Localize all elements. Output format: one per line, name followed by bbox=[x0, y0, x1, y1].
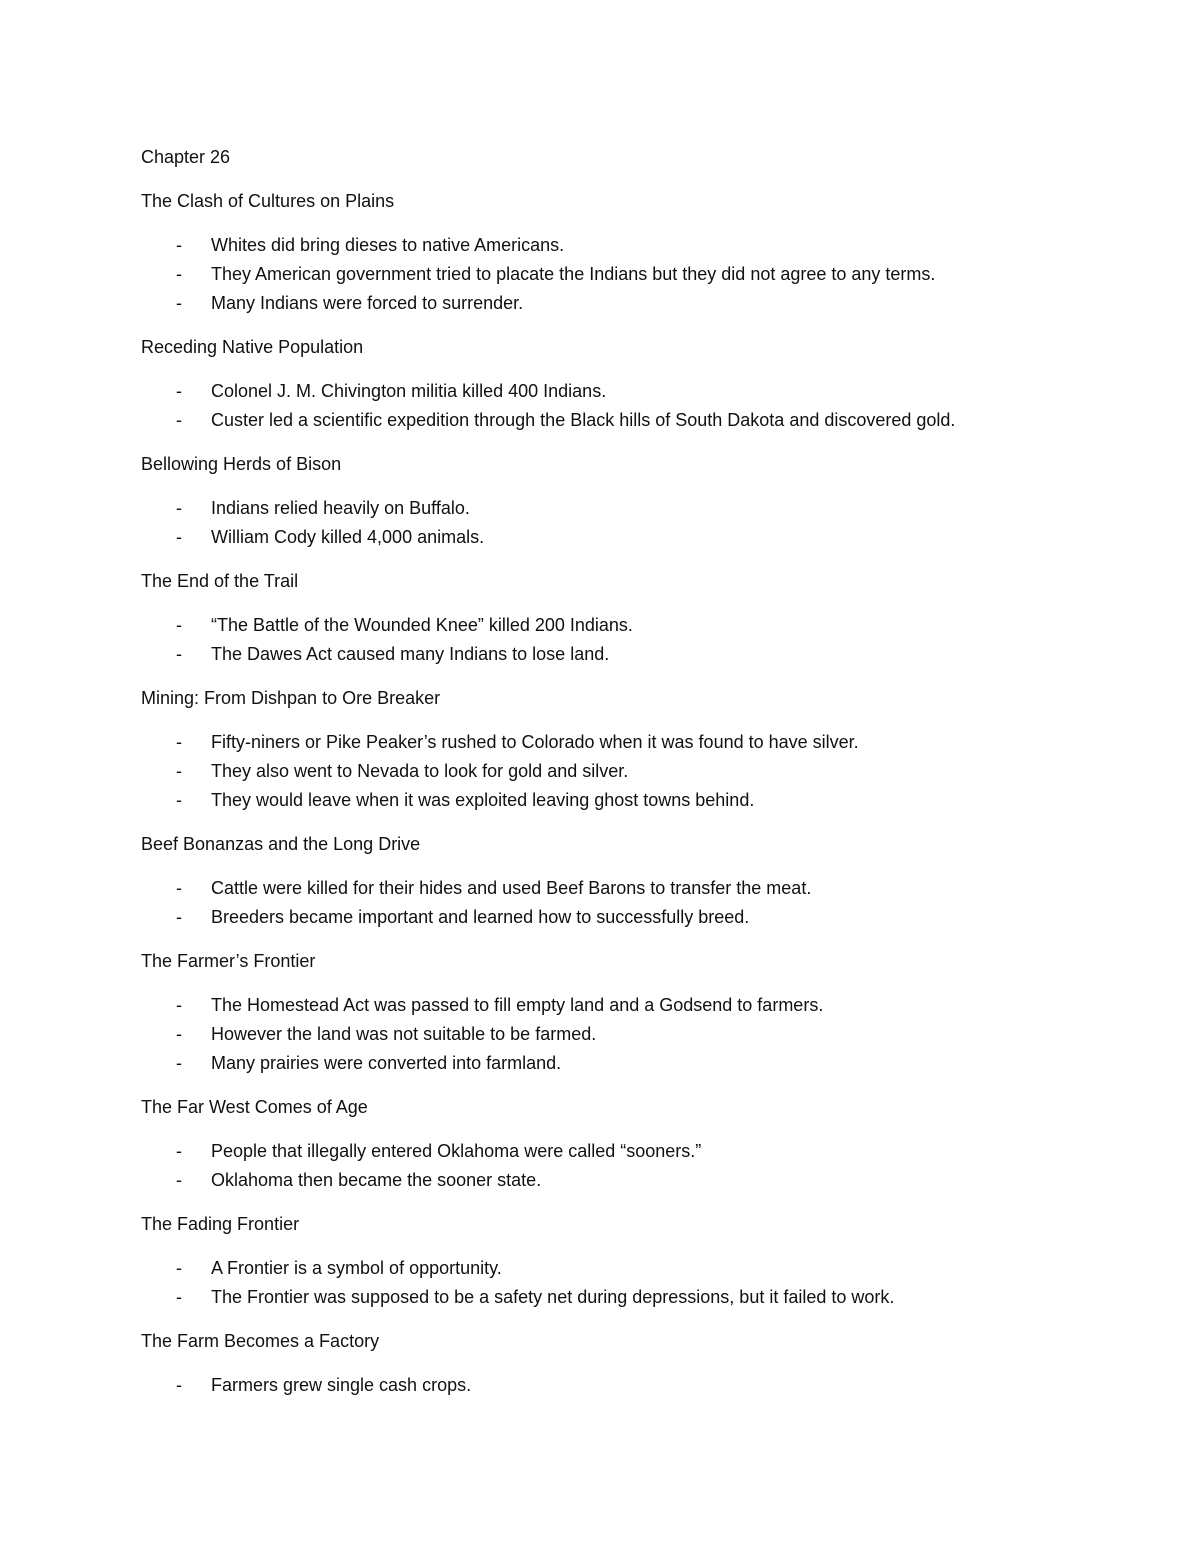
section bbox=[141, 684, 1101, 815]
bullet-item bbox=[141, 523, 1101, 552]
bullet-item bbox=[141, 1254, 1101, 1283]
section bbox=[141, 1327, 1101, 1400]
chapter-title: Chapter 26 bbox=[141, 147, 231, 167]
bullet-item bbox=[141, 903, 1101, 932]
bullet-item bbox=[141, 289, 1101, 318]
bullet-item bbox=[141, 786, 1101, 815]
section bbox=[141, 333, 1101, 435]
bullet-dash: - bbox=[176, 995, 182, 1015]
section-heading: Beef Bonanzas and the Long Drive bbox=[141, 834, 421, 854]
bullet-text: Oklahoma then became the sooner state. bbox=[211, 1170, 542, 1190]
bullet-text: William Cody killed 4,000 animals. bbox=[211, 527, 485, 547]
bullet-list bbox=[141, 1137, 1101, 1195]
bullet-item bbox=[141, 640, 1101, 669]
section bbox=[141, 830, 1101, 932]
bullet-dash: - bbox=[176, 615, 182, 635]
bullet-item bbox=[141, 377, 1101, 406]
bullet-dash: - bbox=[176, 790, 182, 810]
bullet-text: People that illegally entered Oklahoma were called “sooners.” bbox=[211, 1141, 702, 1161]
bullet-text: Many prairies were converted into farmland. bbox=[211, 1053, 562, 1073]
bullet-text: The Homestead Act was passed to fill empty land and a Godsend to farmers. bbox=[211, 995, 824, 1015]
bullet-list bbox=[141, 231, 1101, 318]
section bbox=[141, 450, 1101, 552]
bullet-dash: - bbox=[176, 1024, 182, 1044]
section-heading: The End of the Trail bbox=[141, 571, 299, 591]
bullet-item bbox=[141, 757, 1101, 786]
bullet-text: The Dawes Act caused many Indians to lose land. bbox=[211, 644, 610, 664]
bullet-text: The Frontier was supposed to be a safety net during depressions, but it failed to work. bbox=[211, 1287, 895, 1307]
bullet-list bbox=[141, 377, 1101, 435]
section-heading: Receding Native Population bbox=[141, 337, 364, 357]
section-heading: The Far West Comes of Age bbox=[141, 1097, 368, 1117]
bullet-list bbox=[141, 494, 1101, 552]
bullet-item bbox=[141, 991, 1101, 1020]
bullet-dash: - bbox=[176, 264, 182, 284]
bullet-dash: - bbox=[176, 1053, 182, 1073]
section bbox=[141, 947, 1101, 1078]
bullet-text: Many Indians were forced to surrender. bbox=[211, 293, 524, 313]
bullet-list bbox=[141, 611, 1101, 669]
section-heading: The Farm Becomes a Factory bbox=[141, 1331, 380, 1351]
sections-container bbox=[141, 187, 1101, 1400]
bullet-list bbox=[141, 1371, 1101, 1400]
bullet-text: They would leave when it was exploited leaving ghost towns behind. bbox=[211, 790, 755, 810]
section-heading: The Farmer’s Frontier bbox=[141, 951, 316, 971]
bullet-item bbox=[141, 1371, 1101, 1400]
section-heading: Bellowing Herds of Bison bbox=[141, 454, 342, 474]
bullet-text: A Frontier is a symbol of opportunity. bbox=[211, 1258, 502, 1278]
bullet-dash: - bbox=[176, 907, 182, 927]
bullet-dash: - bbox=[176, 1375, 182, 1395]
bullet-item bbox=[141, 406, 1101, 435]
bullet-dash: - bbox=[176, 381, 182, 401]
bullet-item bbox=[141, 260, 1101, 289]
bullet-item bbox=[141, 1049, 1101, 1078]
section bbox=[141, 1093, 1101, 1195]
bullet-text: They also went to Nevada to look for gold and silver. bbox=[211, 761, 629, 781]
bullet-list bbox=[141, 991, 1101, 1078]
section-heading: Mining: From Dishpan to Ore Breaker bbox=[141, 688, 441, 708]
bullet-dash: - bbox=[176, 1170, 182, 1190]
bullet-text: Whites did bring dieses to native Americans. bbox=[211, 235, 565, 255]
bullet-dash: - bbox=[176, 410, 182, 430]
bullet-list bbox=[141, 1254, 1101, 1312]
bullet-dash: - bbox=[176, 293, 182, 313]
bullet-text: Colonel J. M. Chivington militia killed 400 Indians. bbox=[211, 381, 607, 401]
bullet-dash: - bbox=[176, 1287, 182, 1307]
bullet-dash: - bbox=[176, 732, 182, 752]
bullet-item bbox=[141, 231, 1101, 260]
bullet-text: Breeders became important and learned how to successfully breed. bbox=[211, 907, 750, 927]
section-heading: The Fading Frontier bbox=[141, 1214, 300, 1234]
bullet-item bbox=[141, 728, 1101, 757]
bullet-item bbox=[141, 494, 1101, 523]
bullet-item bbox=[141, 1137, 1101, 1166]
bullet-item bbox=[141, 1283, 1101, 1312]
bullet-dash: - bbox=[176, 527, 182, 547]
bullet-item bbox=[141, 874, 1101, 903]
bullet-dash: - bbox=[176, 761, 182, 781]
bullet-text: Fifty-niners or Pike Peaker’s rushed to Colorado when it was found to have silver. bbox=[211, 732, 859, 752]
bullet-dash: - bbox=[176, 235, 182, 255]
bullet-text: Farmers grew single cash crops. bbox=[211, 1375, 472, 1395]
bullet-dash: - bbox=[176, 1141, 182, 1161]
section-heading: The Clash of Cultures on Plains bbox=[141, 191, 395, 211]
section bbox=[141, 1210, 1101, 1312]
bullet-list bbox=[141, 728, 1101, 815]
section bbox=[141, 567, 1101, 669]
bullet-item bbox=[141, 611, 1101, 640]
bullet-text: However the land was not suitable to be farmed. bbox=[211, 1024, 597, 1044]
bullet-dash: - bbox=[176, 878, 182, 898]
bullet-dash: - bbox=[176, 1258, 182, 1278]
bullet-item bbox=[141, 1020, 1101, 1049]
bullet-text: Cattle were killed for their hides and used Beef Barons to transfer the meat. bbox=[211, 878, 812, 898]
bullet-text: Indians relied heavily on Buffalo. bbox=[211, 498, 470, 518]
bullet-dash: - bbox=[176, 498, 182, 518]
bullet-text: Custer led a scientific expedition through the Black hills of South Dakota and discovered gold. bbox=[211, 410, 956, 430]
bullet-item bbox=[141, 1166, 1101, 1195]
bullet-list bbox=[141, 874, 1101, 932]
section bbox=[141, 187, 1101, 318]
bullet-text: “The Battle of the Wounded Knee” killed 200 Indians. bbox=[211, 615, 633, 635]
bullet-dash: - bbox=[176, 644, 182, 664]
bullet-text: They American government tried to placate the Indians but they did not agree to any terms. bbox=[211, 264, 936, 284]
document-body bbox=[141, 143, 1101, 1415]
